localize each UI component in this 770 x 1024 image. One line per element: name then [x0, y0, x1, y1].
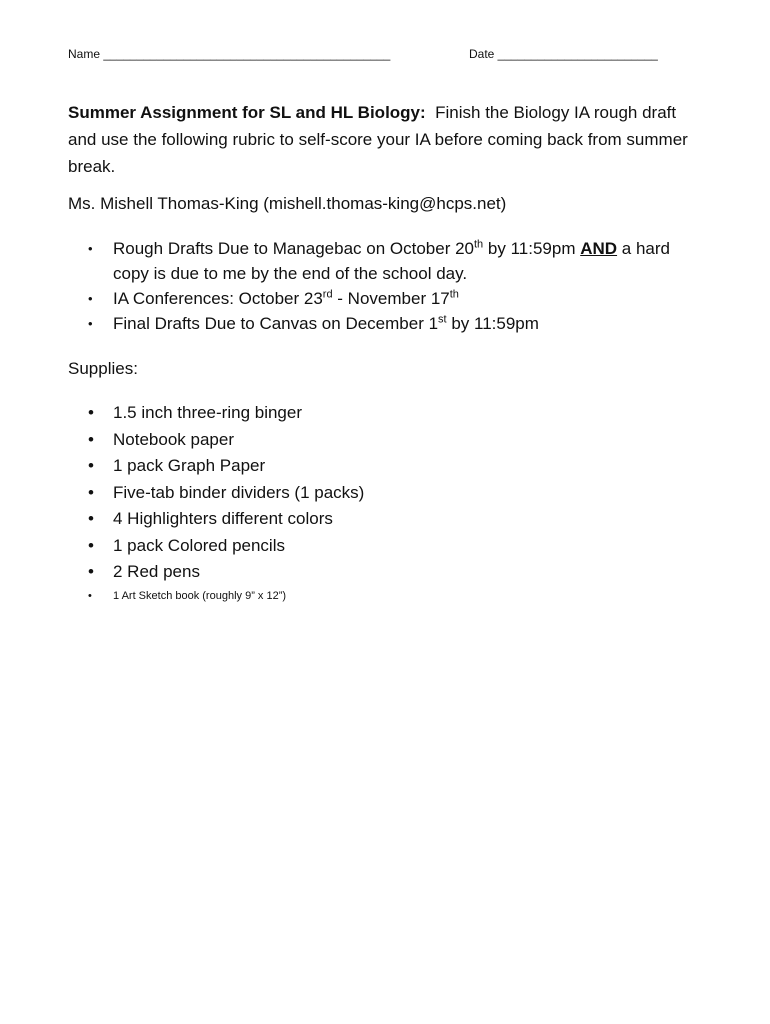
supply-item: 2 Red pens	[113, 562, 200, 581]
due-date-text: by 11:59pm	[483, 239, 581, 258]
bullet-icon: •	[88, 241, 93, 256]
due-dates-list	[68, 236, 688, 336]
list-item	[68, 311, 688, 336]
list-item	[68, 236, 688, 286]
supply-item: Notebook paper	[113, 429, 234, 449]
list-item	[68, 586, 364, 606]
bullet-icon: •	[88, 429, 94, 449]
due-date-text: - November 17	[332, 289, 450, 308]
list-item	[68, 480, 364, 507]
ordinal-suffix: rd	[322, 288, 333, 301]
supply-item: 1 pack Colored pencils	[113, 535, 285, 555]
date-field-label: Date ________________________	[469, 47, 658, 61]
supplies-heading: Supplies:	[68, 359, 138, 378]
supply-item: 1.5 inch three-ring binger	[113, 403, 303, 422]
due-date-text: IA Conferences: October 23	[113, 289, 323, 308]
list-item	[68, 427, 364, 454]
bullet-icon: •	[88, 589, 92, 602]
list-item	[68, 286, 688, 311]
list-item	[68, 506, 364, 533]
due-date-text: by 11:59pm	[446, 314, 539, 333]
supplies-list	[68, 400, 364, 606]
supply-item: Five-tab binder dividers (1 packs)	[113, 482, 365, 502]
due-date-text: a hard copy is due to me by the end of the school day.	[113, 239, 670, 283]
assignment-description: Finish the Biology IA rough draft and use the following rubric to self-score your IA before coming back from summer break.	[68, 103, 693, 176]
ordinal-suffix: st	[438, 313, 447, 326]
supply-item: 4 Highlighters different colors	[113, 509, 333, 528]
name-field-label: Name ___________________________________________	[68, 47, 391, 61]
assignment-title: Summer Assignment for SL and HL Biology:	[68, 103, 426, 122]
bullet-icon: •	[88, 403, 94, 422]
due-date-text: Final Drafts Due to Canvas on December 1	[113, 314, 439, 333]
bullet-icon: •	[88, 316, 93, 331]
teacher-contact: Ms. Mishell Thomas-King (mishell.thomas-king@hcps.net)	[68, 194, 507, 213]
assignment-intro	[68, 99, 708, 180]
emphasis-text: AND	[580, 239, 618, 258]
bullet-icon: •	[88, 509, 94, 528]
bullet-icon: •	[88, 562, 94, 581]
ordinal-suffix: th	[449, 288, 459, 301]
list-item	[68, 559, 364, 586]
bullet-icon: •	[88, 456, 94, 475]
list-item	[68, 533, 364, 560]
bullet-icon: •	[88, 535, 94, 555]
list-item	[68, 453, 364, 480]
due-date-text: Rough Drafts Due to Managebac on October 20	[113, 239, 474, 258]
bullet-icon: •	[88, 291, 93, 306]
supply-item: 1 Art Sketch book (roughly 9” x 12”)	[113, 589, 287, 602]
list-item	[68, 400, 364, 427]
supply-item: 1 pack Graph Paper	[113, 456, 266, 475]
ordinal-suffix: th	[474, 238, 484, 251]
bullet-icon: •	[88, 482, 94, 502]
